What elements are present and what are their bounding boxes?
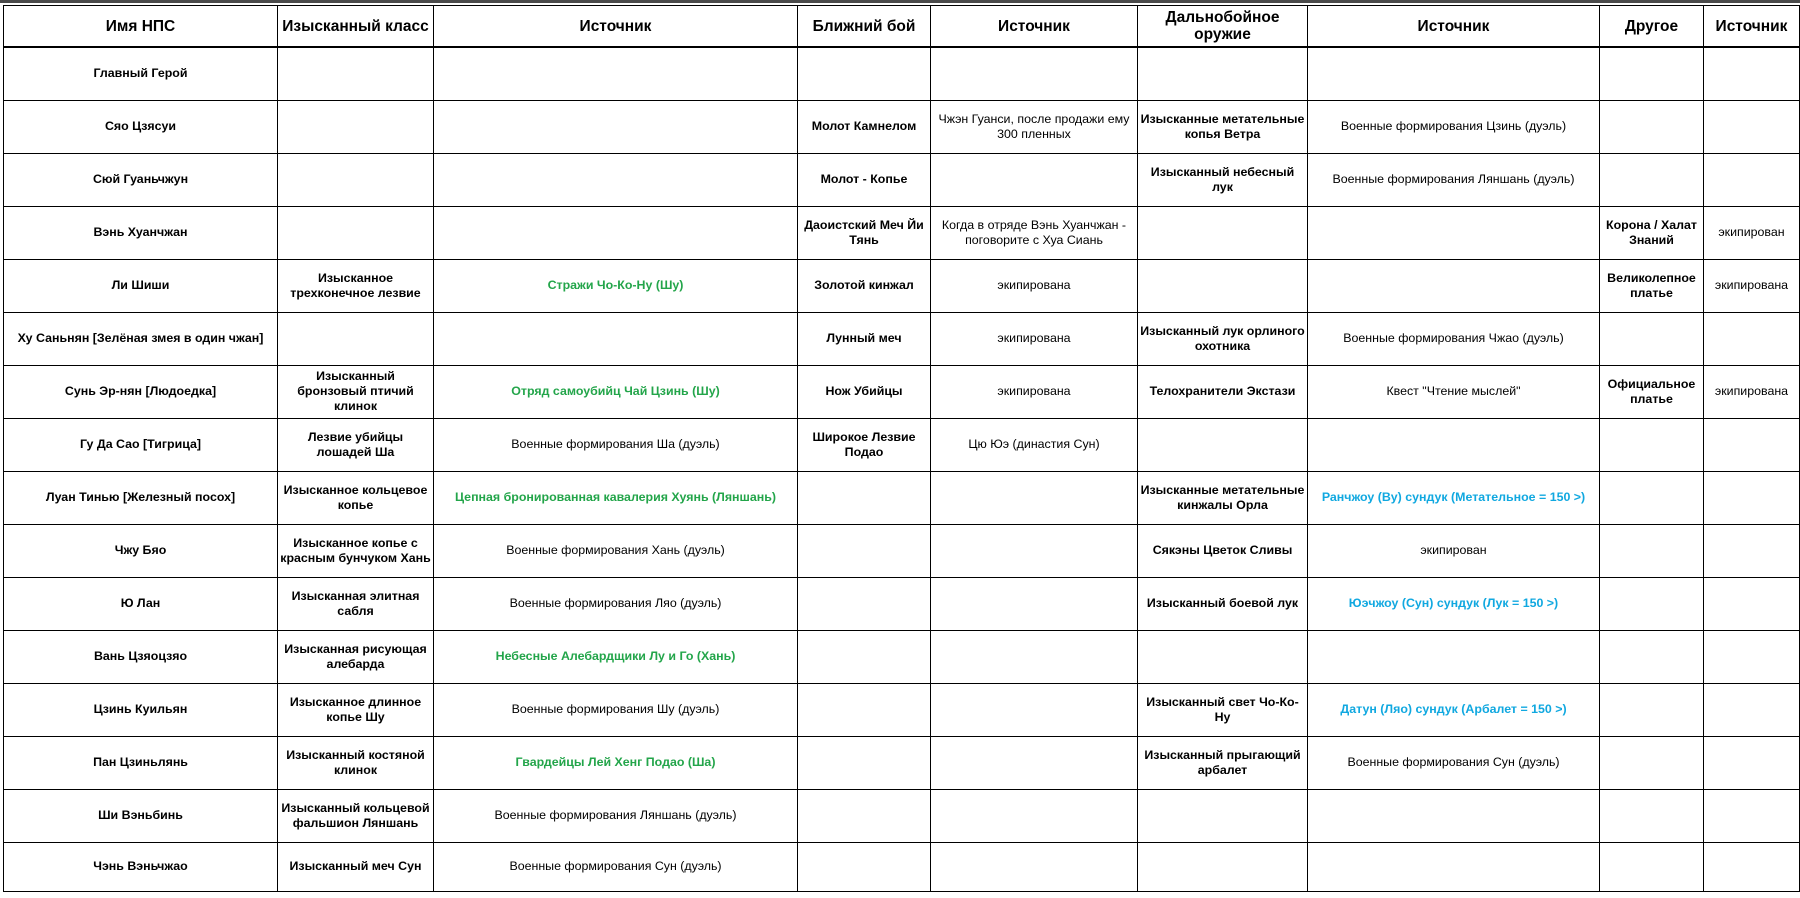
- cell-ranged[interactable]: [1138, 206, 1308, 259]
- cell-ranged[interactable]: Сякэны Цветок Сливы: [1138, 524, 1308, 577]
- cell-npc-name[interactable]: Сюй Гуаньчжун: [4, 153, 278, 206]
- npc-weapons-table: [3, 5, 1800, 892]
- table-row: [4, 259, 1800, 312]
- table-row: [4, 206, 1800, 259]
- cell-melee-source[interactable]: экипирована: [931, 312, 1138, 365]
- table-row: [4, 312, 1800, 365]
- cell-ranged-source[interactable]: [1308, 789, 1600, 842]
- table-row: [4, 736, 1800, 789]
- cell-melee[interactable]: [798, 630, 931, 683]
- cell-melee[interactable]: Даоистский Меч Йи Тянь: [798, 206, 931, 259]
- header-class[interactable]: Изысканный класс: [278, 6, 434, 48]
- cell-melee-source[interactable]: [931, 630, 1138, 683]
- cell-class-source[interactable]: Отряд самоубийц Чай Цзинь (Шу): [434, 365, 798, 418]
- cell-class[interactable]: Изысканный костяной клинок: [278, 736, 434, 789]
- cell-other[interactable]: [1600, 736, 1704, 789]
- cell-npc-name[interactable]: Луан Тинью [Железный посох]: [4, 471, 278, 524]
- cell-other[interactable]: [1600, 683, 1704, 736]
- cell-ranged-source[interactable]: [1308, 630, 1600, 683]
- header-other-source[interactable]: Источник: [1704, 6, 1800, 48]
- cell-ranged-source[interactable]: Датун (Ляо) сундук (Арбалет = 150 >): [1308, 683, 1600, 736]
- cell-melee[interactable]: Молот - Копье: [798, 153, 931, 206]
- cell-class-source[interactable]: [434, 206, 798, 259]
- cell-ranged[interactable]: Изысканные метательные кинжалы Орла: [1138, 471, 1308, 524]
- cell-class[interactable]: [278, 312, 434, 365]
- cell-other-source[interactable]: [1704, 471, 1800, 524]
- table-row: [4, 100, 1800, 153]
- cell-other[interactable]: [1600, 153, 1704, 206]
- header-ranged[interactable]: Дальнобойное оружие: [1138, 6, 1308, 48]
- cell-class-source[interactable]: Военные формирования Хань (дуэль): [434, 524, 798, 577]
- cell-class[interactable]: [278, 206, 434, 259]
- cell-ranged[interactable]: Изысканные метательные копья Ветра: [1138, 100, 1308, 153]
- table-row: [4, 577, 1800, 630]
- cell-ranged[interactable]: [1138, 259, 1308, 312]
- cell-class[interactable]: Изысканное длинное копье Шу: [278, 683, 434, 736]
- cell-other[interactable]: [1600, 577, 1704, 630]
- cell-npc-name[interactable]: Пан Цзиньлянь: [4, 736, 278, 789]
- cell-other-source[interactable]: [1704, 153, 1800, 206]
- cell-melee[interactable]: [798, 789, 931, 842]
- cell-melee[interactable]: [798, 524, 931, 577]
- table-row: [4, 842, 1800, 891]
- header-ranged-source[interactable]: Источник: [1308, 6, 1600, 48]
- cell-class-source[interactable]: Военные формирования Шу (дуэль): [434, 683, 798, 736]
- cell-npc-name[interactable]: Ши Вэньбинь: [4, 789, 278, 842]
- cell-ranged-source[interactable]: Ранчжоу (Ву) сундук (Метательное = 150 >): [1308, 471, 1600, 524]
- cell-other[interactable]: Официальное платье: [1600, 365, 1704, 418]
- cell-ranged-source[interactable]: Военные формирования Сун (дуэль): [1308, 736, 1600, 789]
- header-class-source[interactable]: Источник: [434, 6, 798, 48]
- cell-melee-source[interactable]: Когда в отряде Вэнь Хуанчжан - поговорите с Хуа Сиань: [931, 206, 1138, 259]
- cell-other-source[interactable]: [1704, 100, 1800, 153]
- cell-class-source[interactable]: [434, 312, 798, 365]
- header-other[interactable]: Другое: [1600, 6, 1704, 48]
- cell-other[interactable]: Великолепное платье: [1600, 259, 1704, 312]
- cell-npc-name[interactable]: Главный Герой: [4, 47, 278, 100]
- cell-other[interactable]: [1600, 418, 1704, 471]
- cell-other[interactable]: [1600, 630, 1704, 683]
- cell-ranged[interactable]: [1138, 842, 1308, 891]
- cell-ranged[interactable]: [1138, 630, 1308, 683]
- table-row: [4, 418, 1800, 471]
- cell-melee-source[interactable]: Чжэн Гуанси, после продажи ему 300 пленных: [931, 100, 1138, 153]
- cell-other[interactable]: [1600, 524, 1704, 577]
- cell-other-source[interactable]: [1704, 842, 1800, 891]
- cell-melee[interactable]: [798, 842, 931, 891]
- cell-other[interactable]: [1600, 100, 1704, 153]
- cell-ranged[interactable]: Телохранители Экстази: [1138, 365, 1308, 418]
- cell-melee[interactable]: [798, 736, 931, 789]
- table-row: [4, 365, 1800, 418]
- cell-class[interactable]: Изысканная элитная сабля: [278, 577, 434, 630]
- cell-class-source[interactable]: Военные формирования Ша (дуэль): [434, 418, 798, 471]
- cell-other[interactable]: [1600, 842, 1704, 891]
- cell-npc-name[interactable]: Ху Саньнян [Зелёная змея в один чжан]: [4, 312, 278, 365]
- cell-class-source[interactable]: Цепная бронированная кавалерия Хуянь (Ляншань): [434, 471, 798, 524]
- cell-ranged[interactable]: Изысканный лук орлиного охотника: [1138, 312, 1308, 365]
- cell-melee[interactable]: Широкое Лезвие Подао: [798, 418, 931, 471]
- cell-other[interactable]: Корона / Халат Знаний: [1600, 206, 1704, 259]
- table-row: [4, 524, 1800, 577]
- header-npc-name[interactable]: Имя НПС: [4, 6, 278, 48]
- header-row: [4, 6, 1800, 48]
- cell-other[interactable]: [1600, 789, 1704, 842]
- cell-class[interactable]: Изысканная рисующая алебарда: [278, 630, 434, 683]
- cell-class[interactable]: Изысканный меч Сун: [278, 842, 434, 891]
- cell-class-source[interactable]: [434, 47, 798, 100]
- table-row: [4, 153, 1800, 206]
- cell-other-source[interactable]: [1704, 736, 1800, 789]
- cell-melee-source[interactable]: [931, 789, 1138, 842]
- top-border: [0, 0, 1800, 3]
- cell-ranged-source[interactable]: [1308, 418, 1600, 471]
- table-row: [4, 47, 1800, 100]
- cell-npc-name[interactable]: Ю Лан: [4, 577, 278, 630]
- cell-class-source[interactable]: Стражи Чо-Ко-Ну (Шу): [434, 259, 798, 312]
- cell-class-source[interactable]: Военные формирования Ляо (дуэль): [434, 577, 798, 630]
- cell-class[interactable]: [278, 153, 434, 206]
- cell-ranged-source[interactable]: Квест "Чтение мыслей": [1308, 365, 1600, 418]
- cell-other[interactable]: [1600, 471, 1704, 524]
- cell-class[interactable]: Изысканное кольцевое копье: [278, 471, 434, 524]
- spreadsheet: [3, 5, 1799, 892]
- cell-other-source[interactable]: экипирована: [1704, 259, 1800, 312]
- cell-melee[interactable]: Лунный меч: [798, 312, 931, 365]
- header-melee-source[interactable]: Источник: [931, 6, 1138, 48]
- cell-class[interactable]: Изысканный бронзовый птичий клинок: [278, 365, 434, 418]
- cell-melee-source[interactable]: [931, 577, 1138, 630]
- cell-other-source[interactable]: [1704, 47, 1800, 100]
- cell-other-source[interactable]: [1704, 418, 1800, 471]
- cell-ranged-source[interactable]: [1308, 206, 1600, 259]
- cell-class[interactable]: Изысканное копье с красным бунчуком Хань: [278, 524, 434, 577]
- cell-ranged-source[interactable]: Военные формирования Цзинь (дуэль): [1308, 100, 1600, 153]
- header-melee[interactable]: Ближний бой: [798, 6, 931, 48]
- cell-ranged-source[interactable]: экипирован: [1308, 524, 1600, 577]
- cell-ranged[interactable]: [1138, 418, 1308, 471]
- cell-npc-name[interactable]: Сунь Эр-нян [Людоедка]: [4, 365, 278, 418]
- cell-class-source[interactable]: [434, 100, 798, 153]
- cell-other-source[interactable]: [1704, 524, 1800, 577]
- cell-class[interactable]: [278, 47, 434, 100]
- cell-ranged-source[interactable]: Юэчжоу (Сун) сундук (Лук = 150 >): [1308, 577, 1600, 630]
- cell-melee-source[interactable]: Цю Юэ (династия Сун): [931, 418, 1138, 471]
- cell-ranged-source[interactable]: Военные формирования Чжао (дуэль): [1308, 312, 1600, 365]
- cell-ranged[interactable]: Изысканный прыгающий арбалет: [1138, 736, 1308, 789]
- cell-npc-name[interactable]: Ли Шиши: [4, 259, 278, 312]
- cell-melee-source[interactable]: экипирована: [931, 365, 1138, 418]
- cell-class[interactable]: Лезвие убийцы лошадей Ша: [278, 418, 434, 471]
- table-row: [4, 471, 1800, 524]
- cell-ranged[interactable]: Изысканный свет Чо-Ко-Ну: [1138, 683, 1308, 736]
- cell-class-source[interactable]: Небесные Алебардщики Лу и Го (Хань): [434, 630, 798, 683]
- table-body: [4, 47, 1800, 891]
- cell-npc-name[interactable]: Сяо Цзясуи: [4, 100, 278, 153]
- cell-melee[interactable]: [798, 471, 931, 524]
- cell-melee-source[interactable]: [931, 683, 1138, 736]
- cell-melee-source[interactable]: экипирована: [931, 259, 1138, 312]
- cell-class-source[interactable]: [434, 153, 798, 206]
- cell-ranged[interactable]: [1138, 47, 1308, 100]
- cell-melee-source[interactable]: [931, 153, 1138, 206]
- cell-class[interactable]: [278, 100, 434, 153]
- cell-melee[interactable]: [798, 577, 931, 630]
- cell-class-source[interactable]: Военные формирования Сун (дуэль): [434, 842, 798, 891]
- cell-other[interactable]: [1600, 47, 1704, 100]
- cell-ranged-source[interactable]: [1308, 47, 1600, 100]
- cell-other-source[interactable]: [1704, 312, 1800, 365]
- cell-other-source[interactable]: экипирован: [1704, 206, 1800, 259]
- cell-melee[interactable]: [798, 47, 931, 100]
- cell-npc-name[interactable]: Гу Да Сао [Тигрица]: [4, 418, 278, 471]
- cell-other-source[interactable]: [1704, 789, 1800, 842]
- cell-other-source[interactable]: [1704, 683, 1800, 736]
- cell-class[interactable]: Изысканное трехконечное лезвие: [278, 259, 434, 312]
- cell-other[interactable]: [1600, 312, 1704, 365]
- cell-ranged[interactable]: [1138, 789, 1308, 842]
- cell-other-source[interactable]: [1704, 577, 1800, 630]
- cell-class-source[interactable]: Гвардейцы Лей Хенг Подао (Ша): [434, 736, 798, 789]
- cell-melee-source[interactable]: [931, 471, 1138, 524]
- table-row: [4, 789, 1800, 842]
- cell-ranged[interactable]: Изысканный боевой лук: [1138, 577, 1308, 630]
- cell-melee-source[interactable]: [931, 47, 1138, 100]
- cell-ranged-source[interactable]: [1308, 842, 1600, 891]
- cell-npc-name[interactable]: Вань Цзяоцзяо: [4, 630, 278, 683]
- cell-ranged-source[interactable]: [1308, 259, 1600, 312]
- cell-melee-source[interactable]: [931, 736, 1138, 789]
- table-row: [4, 630, 1800, 683]
- cell-npc-name[interactable]: Вэнь Хуанчжан: [4, 206, 278, 259]
- cell-npc-name[interactable]: Цзинь Куильян: [4, 683, 278, 736]
- cell-other-source[interactable]: экипирована: [1704, 365, 1800, 418]
- cell-melee-source[interactable]: [931, 524, 1138, 577]
- cell-other-source[interactable]: [1704, 630, 1800, 683]
- cell-ranged-source[interactable]: Военные формирования Ляншань (дуэль): [1308, 153, 1600, 206]
- cell-class-source[interactable]: Военные формирования Ляншань (дуэль): [434, 789, 798, 842]
- cell-npc-name[interactable]: Чжу Бяо: [4, 524, 278, 577]
- table-row: [4, 683, 1800, 736]
- cell-melee[interactable]: Нож Убийцы: [798, 365, 931, 418]
- cell-melee[interactable]: Молот Камнелом: [798, 100, 931, 153]
- cell-ranged[interactable]: Изысканный небесный лук: [1138, 153, 1308, 206]
- cell-melee[interactable]: Золотой кинжал: [798, 259, 931, 312]
- cell-melee-source[interactable]: [931, 842, 1138, 891]
- cell-melee[interactable]: [798, 683, 931, 736]
- cell-class[interactable]: Изысканный кольцевой фальшион Ляншань: [278, 789, 434, 842]
- cell-npc-name[interactable]: Чэнь Вэньчжао: [4, 842, 278, 891]
